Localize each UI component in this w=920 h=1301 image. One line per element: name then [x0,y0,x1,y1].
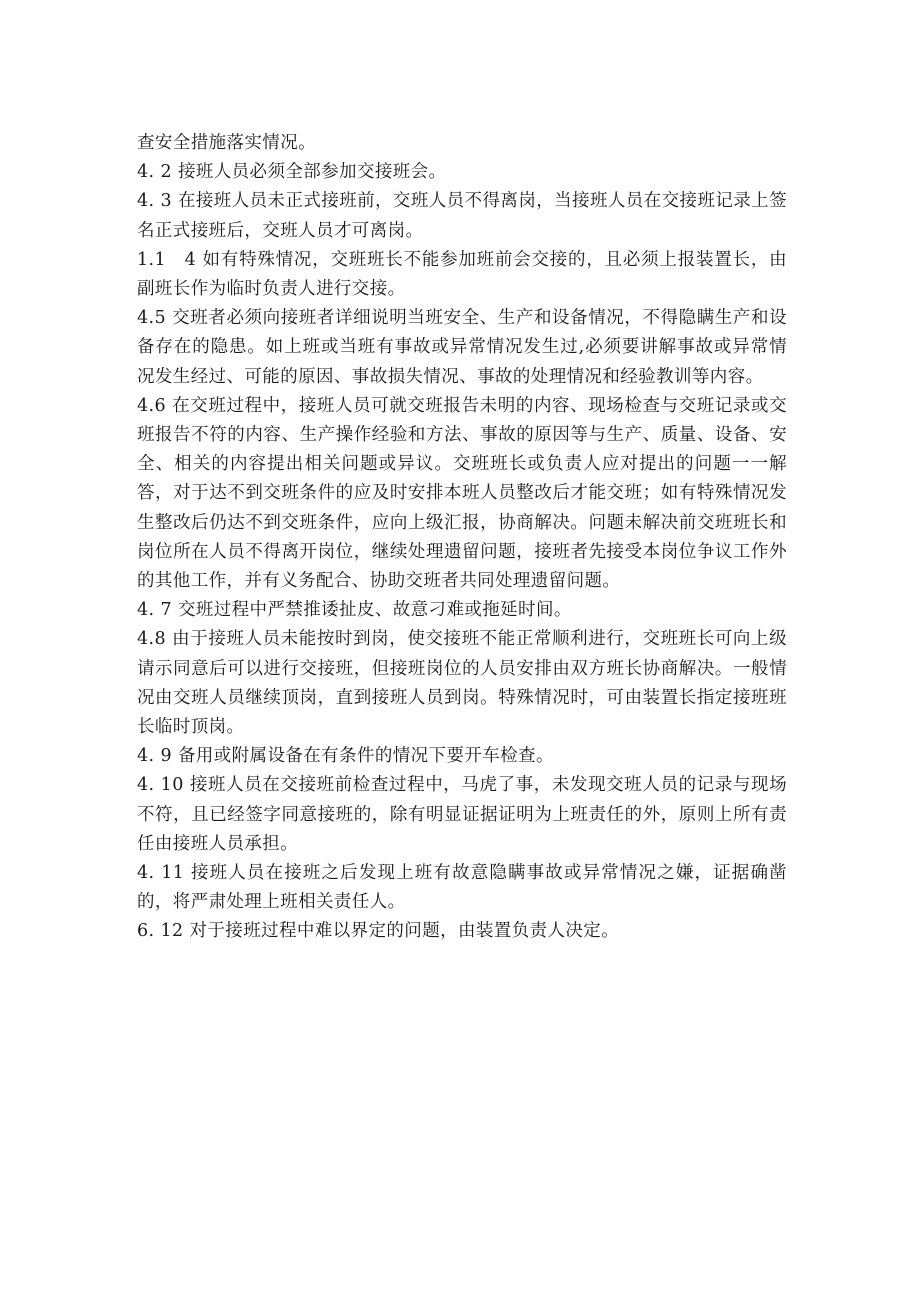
paragraph-4-10: 4. 10 接班人员在交接班前检查过程中，马虎了事，未发现交班人员的记录与现场不符，且已经签字同意接班的，除有明显证据证明为上班责任的外，原则上所有责任由接班人员承担。 [137,775,787,854]
paragraph-4-11: 4. 11 接班人员在接班之后发现上班有故意隐瞒事故或异常情况之嫌，证据确凿的，将严肃处理上班相关责任人。 [137,863,787,913]
paragraph-safety-measures: 查安全措施落实情况。 [137,133,316,153]
document-body [137,129,787,947]
paragraph-1-1-4: 1.1 4 如有特殊情况，交班班长不能参加班前会交接的，且必须上报装置长，由副班长作为临时负责人进行交接。 [137,249,787,300]
paragraph-4-9: 4. 9 备用或附属设备在有条件的情况下要开车检查。 [137,746,554,767]
paragraph-4-8: 4.8 由于接班人员未能按时到岗，使交接班不能正常顺利进行，交班班长可向上级请示同意后可以进行交接班，但接班岗位的人员安排由双方班长协商解决。一般情况由交班人员继续顶岗，直到接班人员到岗。特殊情况时，可由装置长指定接班班长临时顶岗。 [137,629,787,738]
paragraph-4-2: 4. 2 接班人员必须全部参加交接班会。 [137,162,447,183]
paragraph-4-3: 4. 3 在接班人员未正式接班前，交班人员不得离岗，当接班人员在交接班记录上签名正式接班后，交班人员才可离岗。 [137,191,787,241]
paragraph-4-6: 4.6 在交班过程中，接班人员可就交班报告未明的内容、现场检查与交班记录或交班报告不符的内容、生产操作经验和方法、事故的原因等与生产、质量、设备、安全、相关的内容提出相关问题或异议。交班班长或负责人应对提出的问题一一解答，对于达不到交班条件的应及时安排本班人员整改后才能交班；如有特殊情况发生整改后仍达不到交班条件，应向上级汇报，协商解决。问题未解决前交班班长和岗位所在人员不得离开岗位，继续处理遗留问题，接班者先接受本岗位争议工作外的其他工作，并有义务配合、协助交班者共同处理遗留问题。 [137,395,787,592]
paragraph-6-12: 6. 12 对于接班过程中难以界定的问题，由装置负责人决定。 [137,921,620,942]
paragraph-4-7: 4. 7 交班过程中严禁推诿扯皮、故意刁难或拖延时间。 [137,600,572,621]
paragraph-4-5: 4.5 交班者必须向接班者详细说明当班安全、生产和设备情况，不得隐瞒生产和设备存在的隐患。如上班或当班有事故或异常情况发生过,必须要讲解事故或异常情况发生经过、可能的原因、事故损失情况、事故的处理情况和经验教训等内容。 [137,308,787,387]
